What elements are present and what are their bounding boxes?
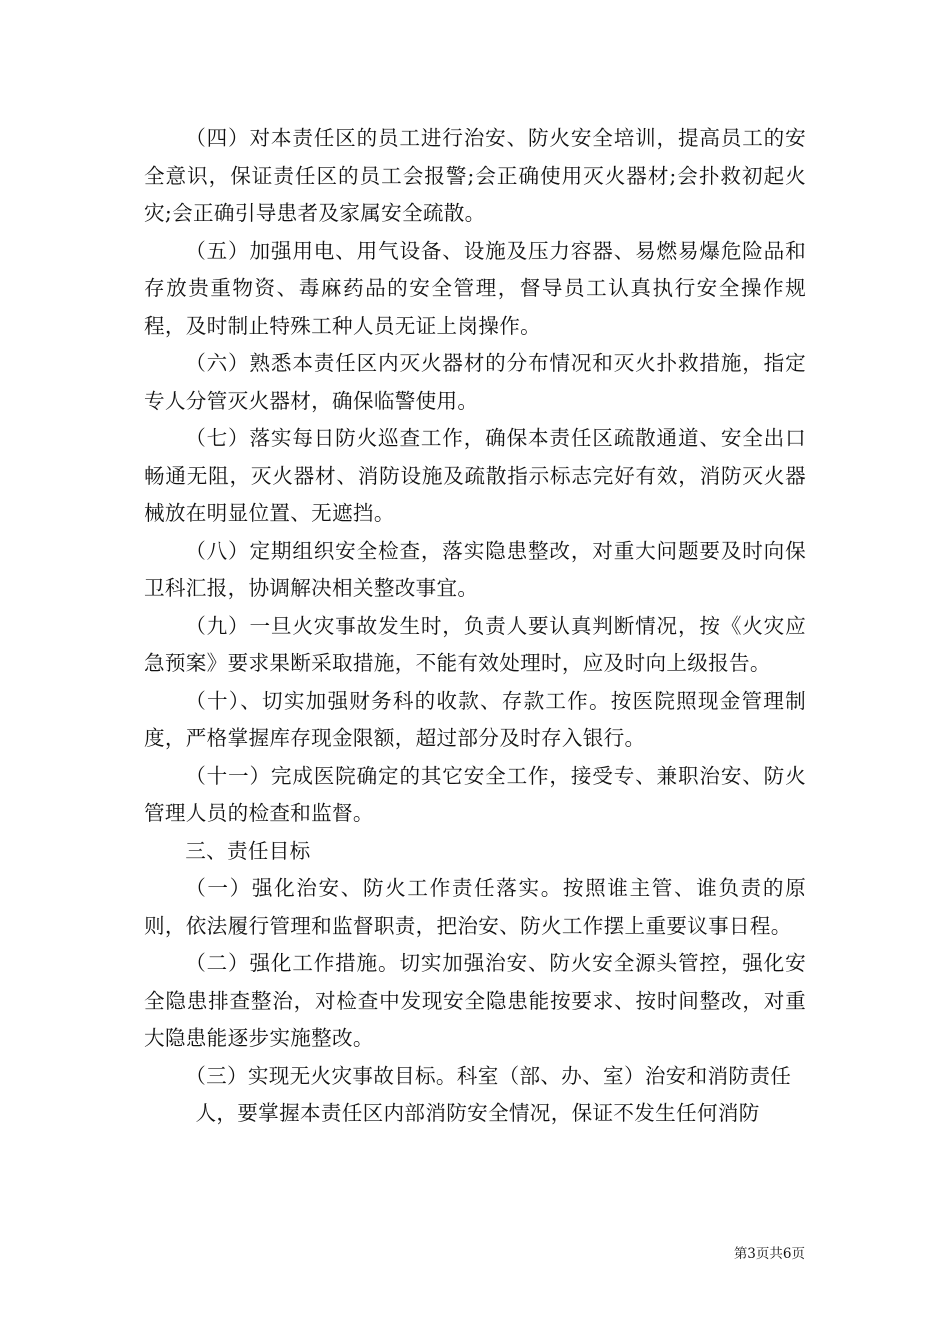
document-body xyxy=(144,120,806,1133)
goal-2: （二）强化工作措施。切实加强治安、防火安全源头管控，强化安全隐患排查整治，对检查中发现安全隐患能按要求、按时间整改，对重大隐患能逐步实施整改。 xyxy=(144,951,806,1050)
paragraph-10: （十）、切实加强财务科的收款、存款工作。按医院照现金管理制度，严格掌握库存现金限额，超过部分及时存入银行。 xyxy=(144,688,806,750)
page-number: 第3页共6页 xyxy=(733,1246,805,1262)
goal-1: （一）强化治安、防火工作责任落实。按照谁主管、谁负责的原则，依法履行管理和监督职责，把治安、防火工作摆上重要议事日程。 xyxy=(144,876,806,938)
paragraph-7: （七）落实每日防火巡查工作，确保本责任区疏散通道、安全出口畅通无阻，灭火器材、消防设施及疏散指示标志完好有效，消防灭火器械放在明显位置、无遮挡。 xyxy=(144,426,806,525)
goal-3-continued: 人，要掌握本责任区内部消防安全情况，保证不发生任何消防 xyxy=(195,1101,760,1125)
section-heading-responsibility-goals: 三、责任目标 xyxy=(185,838,311,863)
paragraph-6: （六）熟悉本责任区内灭火器材的分布情况和灭火扑救措施，指定专人分管灭火器材，确保临警使用。 xyxy=(144,351,806,413)
paragraph-5: （五）加强用电、用气设备、设施及压力容器、易燃易爆危险品和存放贵重物资、毒麻药品的安全管理，督导员工认真执行安全操作规程，及时制止特殊工种人员无证上岗操作。 xyxy=(144,238,806,338)
paragraph-9: （九）一旦火灾事故发生时，负责人要认真判断情况，按《火灾应急预案》要求果断采取措施，不能有效处理时，应及时向上级报告。 xyxy=(144,613,806,675)
paragraph-8: （八）定期组织安全检查，落实隐患整改，对重大问题要及时向保卫科汇报，协调解决相关整改事宜。 xyxy=(144,538,806,600)
goal-3: （三）实现无火灾事故目标。科室（部、办、室）治安和消防责任 xyxy=(185,1063,792,1088)
paragraph-11: （十一）完成医院确定的其它安全工作，接受专、兼职治安、防火管理人员的检查和监督。 xyxy=(144,763,806,825)
paragraph-4: （四）对本责任区的员工进行治安、防火安全培训，提高员工的安全意识，保证责任区的员工会报警;会正确使用灭火器材;会扑救初起火灾;会正确引导患者及家属安全疏散。 xyxy=(144,126,806,225)
